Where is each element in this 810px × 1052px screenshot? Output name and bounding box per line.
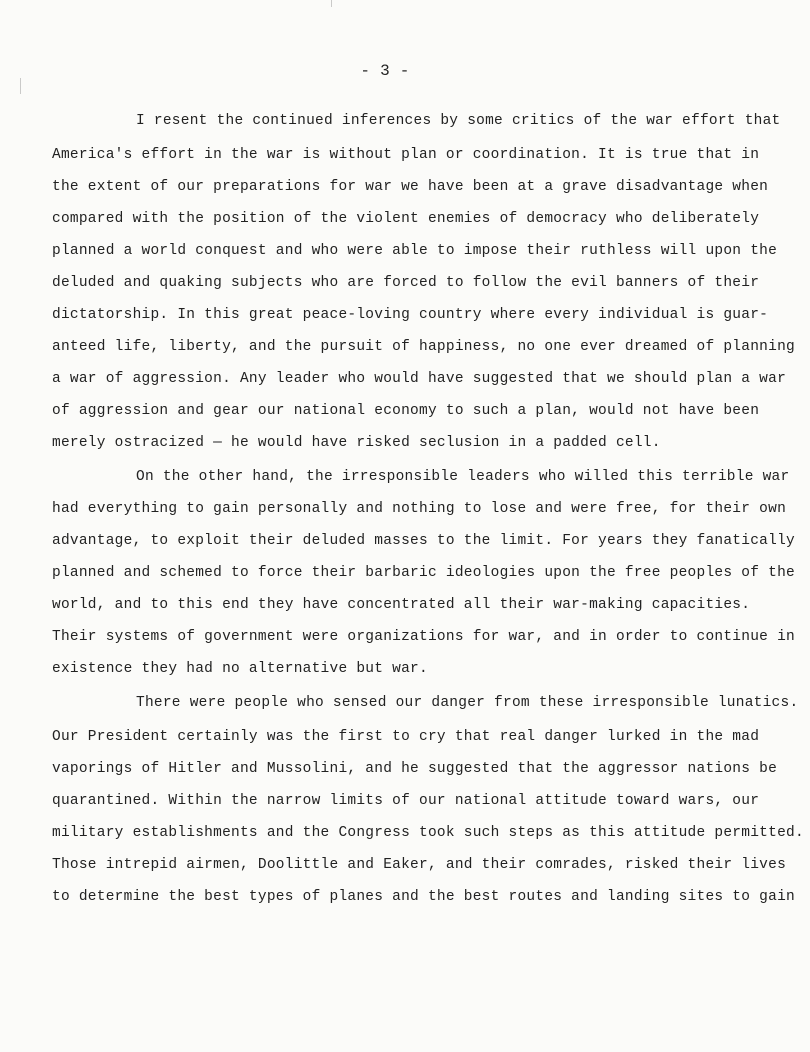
text-line: had everything to gain personally and nothing to lose and were free, for their own bbox=[52, 501, 787, 517]
text-line: existence they had no alternative but war. bbox=[52, 661, 428, 677]
text-line: I resent the continued inferences by some critics of the war effort that bbox=[136, 113, 781, 129]
text-line: of aggression and gear our national economy to such a plan, would not have been bbox=[52, 403, 760, 419]
text-line: compared with the position of the violent enemies of democracy who deliberately bbox=[52, 211, 760, 227]
text-line: On the other hand, the irresponsible leaders who willed this terrible war bbox=[136, 469, 790, 485]
text-line: Our President certainly was the first to cry that real danger lurked in the mad bbox=[52, 729, 760, 745]
text-line: deluded and quaking subjects who are forced to follow the evil banners of their bbox=[52, 275, 760, 291]
text-line: merely ostracized — he would have risked seclusion in a padded cell. bbox=[52, 435, 661, 451]
text-line: advantage, to exploit their deluded masses to the limit. For years they fanatically bbox=[52, 533, 795, 549]
text-line: There were people who sensed our danger from these irresponsible lunatics. bbox=[136, 695, 799, 711]
text-line: America's effort in the war is without plan or coordination. It is true that in bbox=[52, 147, 760, 163]
text-line: vaporings of Hitler and Mussolini, and he suggested that the aggressor nations be bbox=[52, 761, 778, 777]
text-line: planned and schemed to force their barbaric ideologies upon the free peoples of the bbox=[52, 565, 795, 581]
text-line: dictatorship. In this great peace-loving country where every individual is guar- bbox=[52, 307, 769, 323]
scan-mark bbox=[20, 78, 21, 94]
text-line: Their systems of government were organizations for war, and in order to continue in bbox=[52, 629, 795, 645]
text-line: world, and to this end they have concentrated all their war-making capacities. bbox=[52, 597, 751, 613]
text-line: planned a world conquest and who were able to impose their ruthless will upon the bbox=[52, 243, 778, 259]
text-line: Those intrepid airmen, Doolittle and Eaker, and their comrades, risked their lives bbox=[52, 857, 787, 873]
scan-mark bbox=[331, 0, 332, 7]
text-line: anteed life, liberty, and the pursuit of happiness, no one ever dreamed of planning bbox=[52, 339, 795, 355]
text-line: military establishments and the Congress took such steps as this attitude permitted. bbox=[52, 825, 804, 841]
page-number: - 3 - bbox=[360, 62, 410, 80]
text-line: a war of aggression. Any leader who would have suggested that we should plan a war bbox=[52, 371, 787, 387]
text-line: quarantined. Within the narrow limits of our national attitude toward wars, our bbox=[52, 793, 760, 809]
text-line: the extent of our preparations for war we have been at a grave disadvantage when bbox=[52, 179, 769, 195]
text-line: to determine the best types of planes and the best routes and landing sites to gain bbox=[52, 889, 795, 905]
